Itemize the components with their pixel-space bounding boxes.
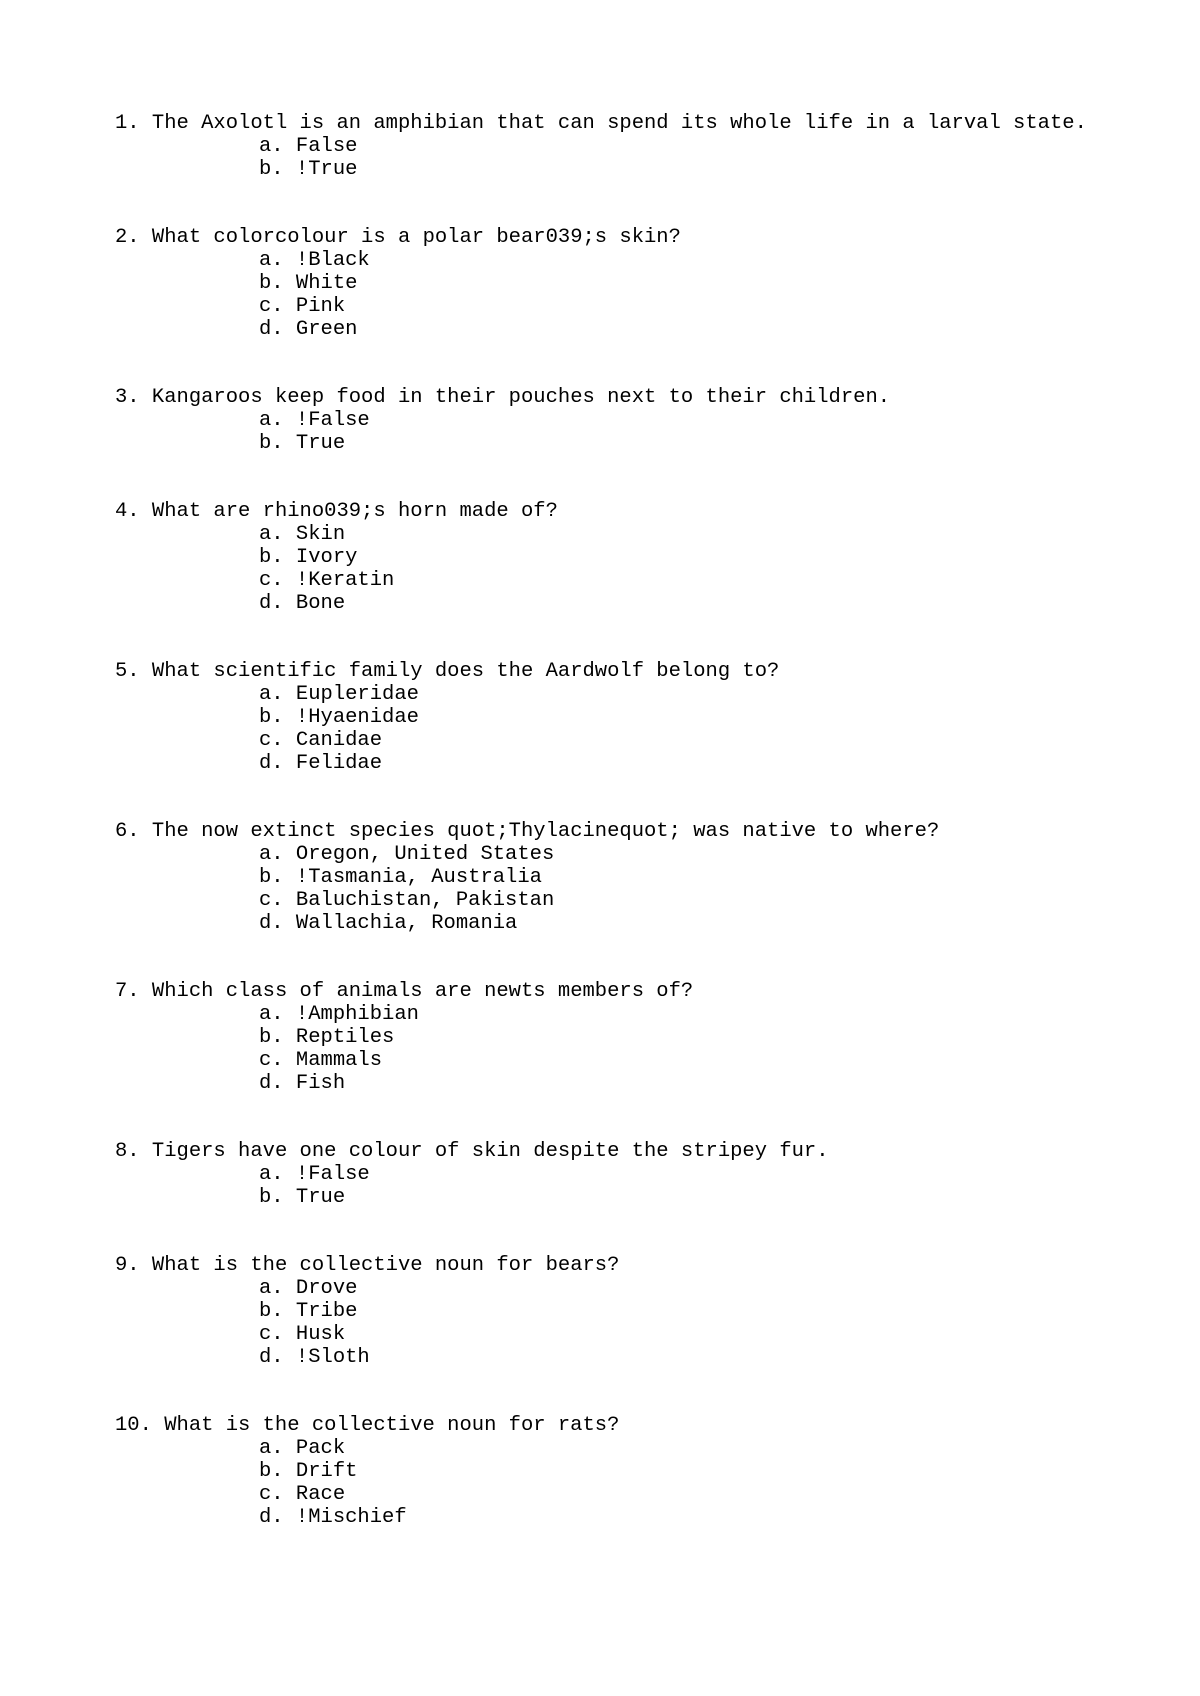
option-item: [259, 866, 1175, 889]
option-text: Fish: [295, 1072, 346, 1095]
question-line: [115, 500, 1175, 523]
question-item: [115, 112, 1175, 181]
option-letter: c.: [259, 1049, 284, 1072]
question-number: 1.: [115, 112, 140, 135]
option-list: [115, 249, 1175, 341]
option-text: Ivory: [295, 546, 358, 569]
option-text: True: [295, 432, 346, 455]
option-letter: a.: [259, 135, 284, 158]
question-line: [115, 660, 1175, 683]
question-line: [115, 112, 1175, 135]
question-line: [115, 980, 1175, 1003]
option-text: Oregon, United States: [295, 843, 555, 866]
option-text: Canidae: [295, 729, 383, 752]
option-letter: a.: [259, 1277, 284, 1300]
option-letter: d.: [259, 318, 284, 341]
option-letter: a.: [259, 523, 284, 546]
option-item: [259, 1003, 1175, 1026]
option-letter: b.: [259, 1460, 284, 1483]
option-list: [115, 683, 1175, 775]
option-letter: b.: [259, 866, 284, 889]
option-letter: c.: [259, 889, 284, 912]
option-letter: d.: [259, 752, 284, 775]
option-item: [259, 683, 1175, 706]
option-item: [259, 432, 1175, 455]
option-list: [115, 409, 1175, 455]
option-item: [259, 272, 1175, 295]
question-text: Which class of animals are newts members of?: [151, 980, 694, 1003]
option-item: [259, 523, 1175, 546]
option-text: Skin: [295, 523, 346, 546]
option-text: Drift: [295, 1460, 358, 1483]
question-number: 9.: [115, 1254, 140, 1277]
option-text: !Black: [295, 249, 370, 272]
option-letter: b.: [259, 706, 284, 729]
option-item: [259, 752, 1175, 775]
option-text: Baluchistan, Pakistan: [295, 889, 555, 912]
option-item: [259, 569, 1175, 592]
option-item: [259, 1072, 1175, 1095]
option-item: [259, 1163, 1175, 1186]
option-letter: b.: [259, 546, 284, 569]
question-item: [115, 1140, 1175, 1209]
option-text: Husk: [295, 1323, 346, 1346]
option-item: [259, 1186, 1175, 1209]
option-letter: d.: [259, 1346, 284, 1369]
option-item: [259, 1300, 1175, 1323]
question-number: 5.: [115, 660, 140, 683]
option-text: Green: [295, 318, 358, 341]
option-item: [259, 592, 1175, 615]
question-line: [115, 820, 1175, 843]
option-letter: d.: [259, 1506, 284, 1529]
option-item: [259, 1277, 1175, 1300]
option-list: [115, 1277, 1175, 1369]
option-item: [259, 1323, 1175, 1346]
question-text: The Axolotl is an amphibian that can spend its whole life in a larval state.: [151, 112, 1087, 135]
option-list: [115, 1163, 1175, 1209]
option-item: [259, 158, 1175, 181]
question-item: [115, 980, 1175, 1095]
option-letter: a.: [259, 1437, 284, 1460]
option-item: [259, 889, 1175, 912]
question-line: [115, 1254, 1175, 1277]
question-item: [115, 1414, 1175, 1529]
option-letter: a.: [259, 249, 284, 272]
option-text: Pink: [295, 295, 346, 318]
question-number: 6.: [115, 820, 140, 843]
option-letter: d.: [259, 912, 284, 935]
question-number: 8.: [115, 1140, 140, 1163]
option-item: [259, 295, 1175, 318]
option-item: [259, 1437, 1175, 1460]
option-text: Reptiles: [295, 1026, 395, 1049]
option-text: !False: [295, 1163, 370, 1186]
question-list: [115, 112, 1175, 1574]
option-text: !Mischief: [295, 1506, 407, 1529]
option-item: [259, 706, 1175, 729]
option-letter: d.: [259, 592, 284, 615]
option-text: False: [295, 135, 358, 158]
option-item: [259, 135, 1175, 158]
option-letter: b.: [259, 432, 284, 455]
option-letter: a.: [259, 1003, 284, 1026]
question-item: [115, 820, 1175, 935]
option-letter: a.: [259, 843, 284, 866]
option-text: White: [295, 272, 358, 295]
option-text: Pack: [295, 1437, 346, 1460]
option-text: Felidae: [295, 752, 383, 775]
option-letter: a.: [259, 409, 284, 432]
option-item: [259, 1460, 1175, 1483]
option-text: !True: [295, 158, 358, 181]
option-text: Race: [295, 1483, 346, 1506]
option-letter: a.: [259, 1163, 284, 1186]
option-item: [259, 729, 1175, 752]
question-item: [115, 386, 1175, 455]
option-item: [259, 843, 1175, 866]
question-number: 7.: [115, 980, 140, 1003]
option-letter: b.: [259, 1300, 284, 1323]
option-list: [115, 1003, 1175, 1095]
question-number: 4.: [115, 500, 140, 523]
option-text: !Keratin: [295, 569, 395, 592]
option-text: Tribe: [295, 1300, 358, 1323]
question-text: What is the collective noun for bears?: [151, 1254, 620, 1277]
question-text: What scientific family does the Aardwolf belong to?: [151, 660, 780, 683]
option-letter: c.: [259, 1483, 284, 1506]
option-list: [115, 843, 1175, 935]
question-text: Tigers have one colour of skin despite the stripey fur.: [151, 1140, 829, 1163]
question-item: [115, 660, 1175, 775]
option-item: [259, 318, 1175, 341]
option-letter: c.: [259, 295, 284, 318]
question-number: 10.: [115, 1414, 152, 1437]
option-item: [259, 409, 1175, 432]
option-letter: b.: [259, 1026, 284, 1049]
question-line: [115, 226, 1175, 249]
question-text: The now extinct species quot;Thylacinequot; was native to where?: [151, 820, 940, 843]
option-list: [115, 135, 1175, 181]
option-item: [259, 546, 1175, 569]
option-letter: b.: [259, 158, 284, 181]
option-letter: c.: [259, 729, 284, 752]
option-item: [259, 1346, 1175, 1369]
option-letter: a.: [259, 683, 284, 706]
option-text: True: [295, 1186, 346, 1209]
option-item: [259, 912, 1175, 935]
option-text: Eupleridae: [295, 683, 419, 706]
option-letter: d.: [259, 1072, 284, 1095]
question-number: 2.: [115, 226, 140, 249]
option-letter: c.: [259, 1323, 284, 1346]
question-text: What colorcolour is a polar bear039;s skin?: [151, 226, 681, 249]
question-line: [115, 386, 1175, 409]
option-item: [259, 1049, 1175, 1072]
option-text: !False: [295, 409, 370, 432]
option-letter: c.: [259, 569, 284, 592]
option-list: [115, 523, 1175, 615]
option-item: [259, 1483, 1175, 1506]
option-text: !Tasmania, Australia: [295, 866, 542, 889]
option-text: Drove: [295, 1277, 358, 1300]
option-text: !Hyaenidae: [295, 706, 419, 729]
option-text: Bone: [295, 592, 346, 615]
question-item: [115, 1254, 1175, 1369]
option-text: !Amphibian: [295, 1003, 419, 1026]
option-item: [259, 1506, 1175, 1529]
option-text: Wallachia, Romania: [295, 912, 518, 935]
option-letter: b.: [259, 272, 284, 295]
question-line: [115, 1414, 1175, 1437]
question-text: What are rhino039;s horn made of?: [151, 500, 558, 523]
question-text: Kangaroos keep food in their pouches next to their children.: [151, 386, 891, 409]
option-text: Mammals: [295, 1049, 383, 1072]
option-text: !Sloth: [295, 1346, 370, 1369]
question-number: 3.: [115, 386, 140, 409]
question-item: [115, 500, 1175, 615]
question-item: [115, 226, 1175, 341]
option-list: [115, 1437, 1175, 1529]
question-text: What is the collective noun for rats?: [164, 1414, 620, 1437]
option-item: [259, 1026, 1175, 1049]
question-line: [115, 1140, 1175, 1163]
option-item: [259, 249, 1175, 272]
option-letter: b.: [259, 1186, 284, 1209]
